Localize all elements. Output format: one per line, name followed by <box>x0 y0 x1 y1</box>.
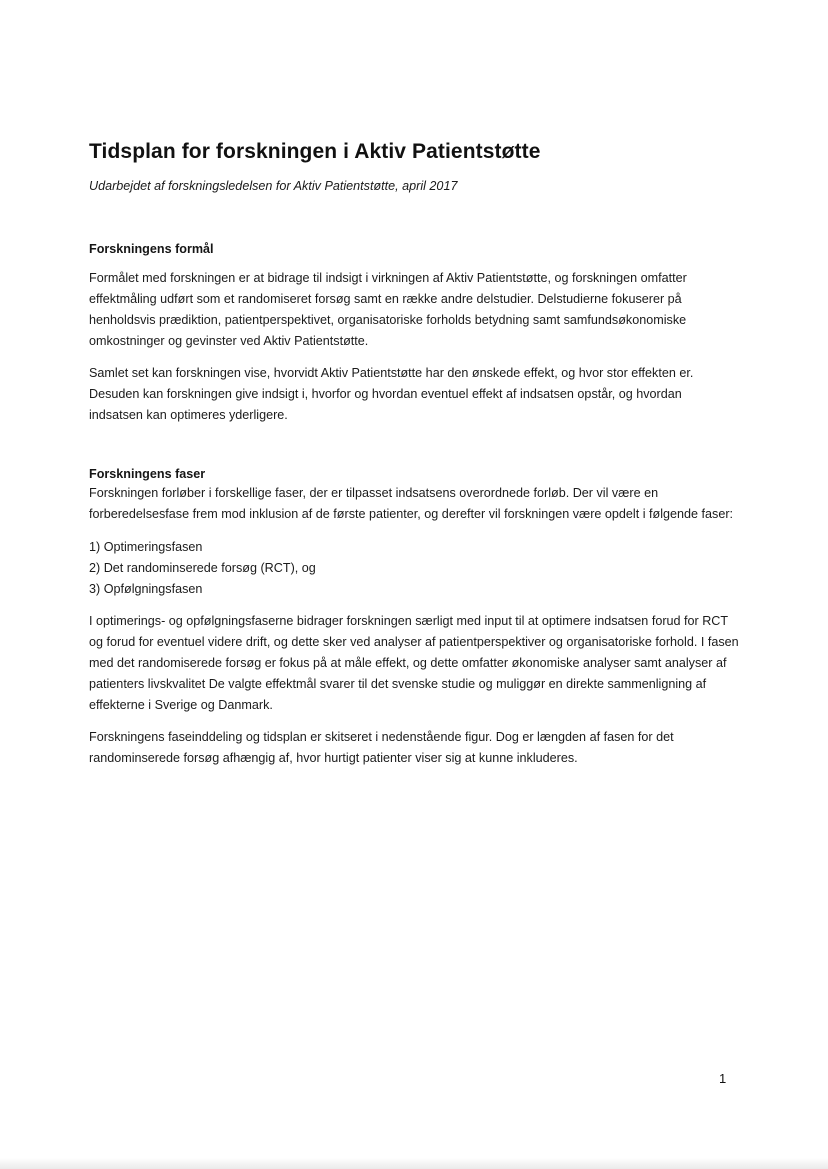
phase-item: 3) Opfølgningsfasen <box>89 582 203 596</box>
paragraph-faser-1: I optimerings- og opfølgningsfaserne bidrager forskningen særligt med input til at optimere indsatsen forud for RCT og forud for eventuel videre drift, og dette sker ved analyser af patientperspektiver og organisatoriske forhold. I fasen med det randomiserede forsøg er fokus på at måle effekt, og dette omfatter økonomiske analyser samt analyser af patienters livskvalitet De valgte effektmål svarer til det svenske studie og muliggør en direkte sammenligning af effekterne i Sverige og Danmark. <box>89 614 739 712</box>
section-heading-faser: Forskningens faser <box>89 467 206 481</box>
document-subtitle: Udarbejdet af forskningsledelsen for Aktiv Patientstøtte, april 2017 <box>89 179 458 193</box>
section-heading-formaal: Forskningens formål <box>89 242 214 256</box>
page-number: 1 <box>719 1071 727 1086</box>
scan-edge <box>0 1158 828 1169</box>
paragraph-formaal-1: Formålet med forskningen er at bidrage til indsigt i virkningen af Aktiv Patientstøtte, og forskningen omfatter effektmåling udført som et randomiseret forsøg samt en række andre delstudier. Delstudierne fokuserer på henholdsvis prædiktion, patientperspektivet, organisatoriske forholds betydning samt samfundsøkonomiske omkostninger og gevinster ved Aktiv Patientstøtte. <box>89 271 687 348</box>
paragraph-formaal-2: Samlet set kan forskningen vise, hvorvidt Aktiv Patientstøtte har den ønskede effekt, og hvor stor effekten er. Desuden kan forskningen give indsigt i, hvorfor og hvordan eventuel effekt af indsatsen opstår, og hvordan indsatsen kan optimeres yderligere. <box>89 366 694 422</box>
phase-item: 2) Det randominserede forsøg (RCT), og <box>89 561 316 575</box>
document-content <box>89 139 739 769</box>
phase-list <box>89 537 739 600</box>
paragraph-faser-intro: Forskningen forløber i forskellige faser, der er tilpasset indsatsens overordnede forløb. Der vil være en forberedelsesfase frem mod inklusion af de første patienter, og derefter vil forskningen være opdelt i følgende faser: <box>89 486 734 521</box>
phase-item: 1) Optimeringsfasen <box>89 540 203 554</box>
document-title: Tidsplan for forskningen i Aktiv Patientstøtte <box>89 140 541 163</box>
paragraph-faser-2: Forskningens faseinddeling og tidsplan er skitseret i nedenstående figur. Dog er længden af fasen for det randominserede forsøg afhængig af, hvor hurtigt patienter viser sig at kunne inkluderes. <box>89 730 674 765</box>
